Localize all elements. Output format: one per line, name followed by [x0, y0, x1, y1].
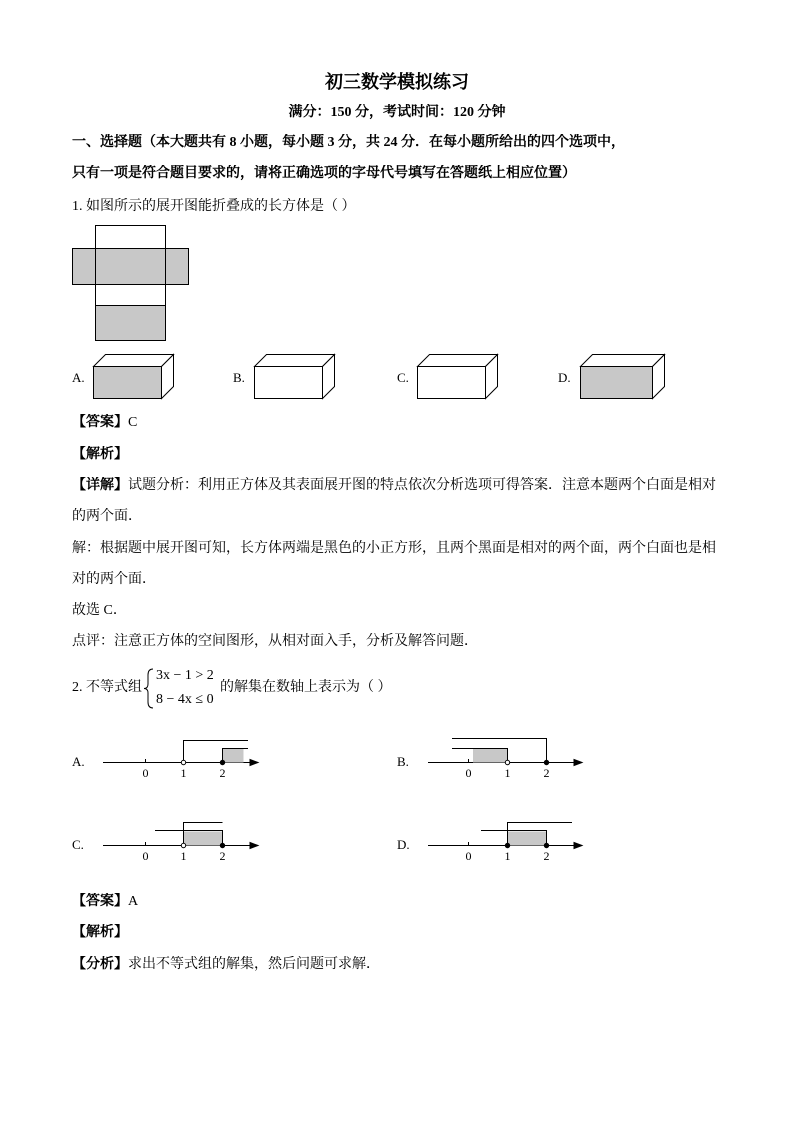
shaded-solution-region	[184, 832, 223, 846]
tick-label-1: 1	[180, 849, 187, 863]
box-top-face	[94, 355, 174, 367]
filled-dot-at-2	[544, 760, 548, 764]
filled-dot-at-2	[544, 843, 548, 847]
tick-label-2: 2	[219, 849, 226, 863]
filled-dot-at-2	[220, 760, 224, 764]
q2-option-d-number-line	[428, 823, 582, 864]
q2-stem-suffix: 的解集在数轴上表示为（ ）	[220, 680, 392, 695]
axis-arrow	[574, 843, 582, 849]
net-top-face	[96, 226, 166, 249]
q2-answer-value: A	[128, 894, 139, 909]
q1-cuboid-net	[73, 226, 189, 341]
section-heading-line-1: 一、选择题（本大题共有 8 小题，每小题 3 分，共 24 分．在每小题所给出的四个选项中，	[72, 135, 625, 150]
section-heading-line-2: 只有一项是符合题目要求的，请将正确选项的字母代号填写在答题纸上相应位置）	[72, 166, 576, 181]
box-front-face	[581, 367, 653, 399]
axis-arrow	[574, 760, 582, 766]
net-right-end-face	[166, 249, 189, 285]
q1-option-b-box	[255, 355, 335, 399]
page-title: 初三数学模拟练习	[325, 72, 469, 92]
tick-label-0: 0	[142, 849, 149, 863]
filled-dot-at-2	[220, 843, 224, 847]
axis-arrow	[250, 760, 258, 766]
q1-solution-line-2: 对的两个面．	[72, 572, 156, 587]
box-front-face	[418, 367, 486, 399]
exam-info: 满分：150 分，考试时间：120 分钟	[288, 105, 506, 120]
box-top-face	[581, 355, 665, 367]
tick-label-0: 0	[465, 766, 472, 780]
q1-detail-line-2: 的两个面．	[72, 509, 142, 524]
open-circle-at-1	[181, 843, 185, 847]
shaded-solution-region	[508, 832, 547, 846]
box-front-face	[255, 367, 323, 399]
q2-analysis-text: 求出不等式组的解集，然后问题可求解．	[128, 957, 380, 972]
q2-inequality-2: 8 − 4x ≤ 0	[156, 692, 214, 707]
q1-option-d-label: D.	[558, 370, 571, 385]
box-front-face	[94, 367, 162, 399]
tick-label-2: 2	[219, 766, 226, 780]
q1-answer-tag: 【答案】	[72, 415, 128, 430]
q1-detail-text: 试题分析：利用正方体及其表面展开图的特点依次分析选项可得答案．注意本题两个白面是相对	[128, 478, 716, 493]
q2-option-d-label: D.	[397, 837, 410, 852]
q1-option-d-box	[581, 355, 665, 399]
tick-label-0: 0	[465, 849, 472, 863]
q1-analysis-tag: 【解析】	[72, 447, 128, 462]
q2-analysis-subtag: 【分析】	[72, 957, 128, 972]
axis-arrow	[250, 843, 258, 849]
tick-label-2: 2	[543, 766, 550, 780]
q1-answer-value: C	[128, 415, 138, 430]
q2-option-a-label: A.	[72, 754, 85, 769]
q2-analysis-tag: 【解析】	[72, 925, 128, 940]
q2-stem-prefix: 2. 不等式组	[72, 680, 142, 695]
q1-stem: 1. 如图所示的展开图能折叠成的长方体是（ ）	[72, 199, 356, 214]
net-lower-white-face	[96, 285, 166, 306]
q1-detail-tag: 【详解】	[72, 478, 128, 493]
q1-option-b-label: B.	[233, 370, 245, 385]
q1-option-c-label: C.	[397, 370, 409, 385]
tick-label-1: 1	[180, 766, 187, 780]
q1-solution-line-1: 解：根据题中展开图可知，长方体两端是黑色的小正方形，且两个黑面是相对的两个面，两个白面也是相	[72, 541, 716, 556]
q2-option-c-label: C.	[72, 837, 84, 852]
q1-option-a-label: A.	[72, 370, 85, 385]
net-bottom-face	[96, 306, 166, 341]
shaded-solution-region	[473, 749, 508, 763]
q2-option-b-label: B.	[397, 754, 409, 769]
q1-option-a-box	[94, 355, 174, 399]
tick-label-2: 2	[543, 849, 550, 863]
tick-label-1: 1	[504, 849, 511, 863]
q1-option-c-box	[418, 355, 498, 399]
tick-label-0: 0	[142, 766, 149, 780]
q1-conclusion: 故选 C．	[72, 603, 127, 618]
q1-comment: 点评：注意正方体的空间图形，从相对面入手，分析及解答问题．	[72, 634, 478, 649]
open-circle-at-1	[505, 760, 509, 764]
tick-label-1: 1	[504, 766, 511, 780]
q2-inequality-1: 3x − 1 > 2	[156, 668, 214, 683]
shaded-solution-region	[223, 749, 244, 763]
net-left-end-face	[73, 249, 96, 285]
open-circle-at-1	[181, 760, 185, 764]
net-center-face	[96, 249, 166, 285]
filled-dot-at-1	[505, 843, 509, 847]
q2-option-b-number-line	[428, 739, 582, 781]
box-top-face	[418, 355, 498, 367]
system-brace	[144, 669, 153, 708]
box-top-face	[255, 355, 335, 367]
q2-option-c-number-line	[103, 823, 258, 864]
q2-answer-tag: 【答案】	[72, 894, 128, 909]
q2-option-a-number-line	[103, 741, 258, 781]
